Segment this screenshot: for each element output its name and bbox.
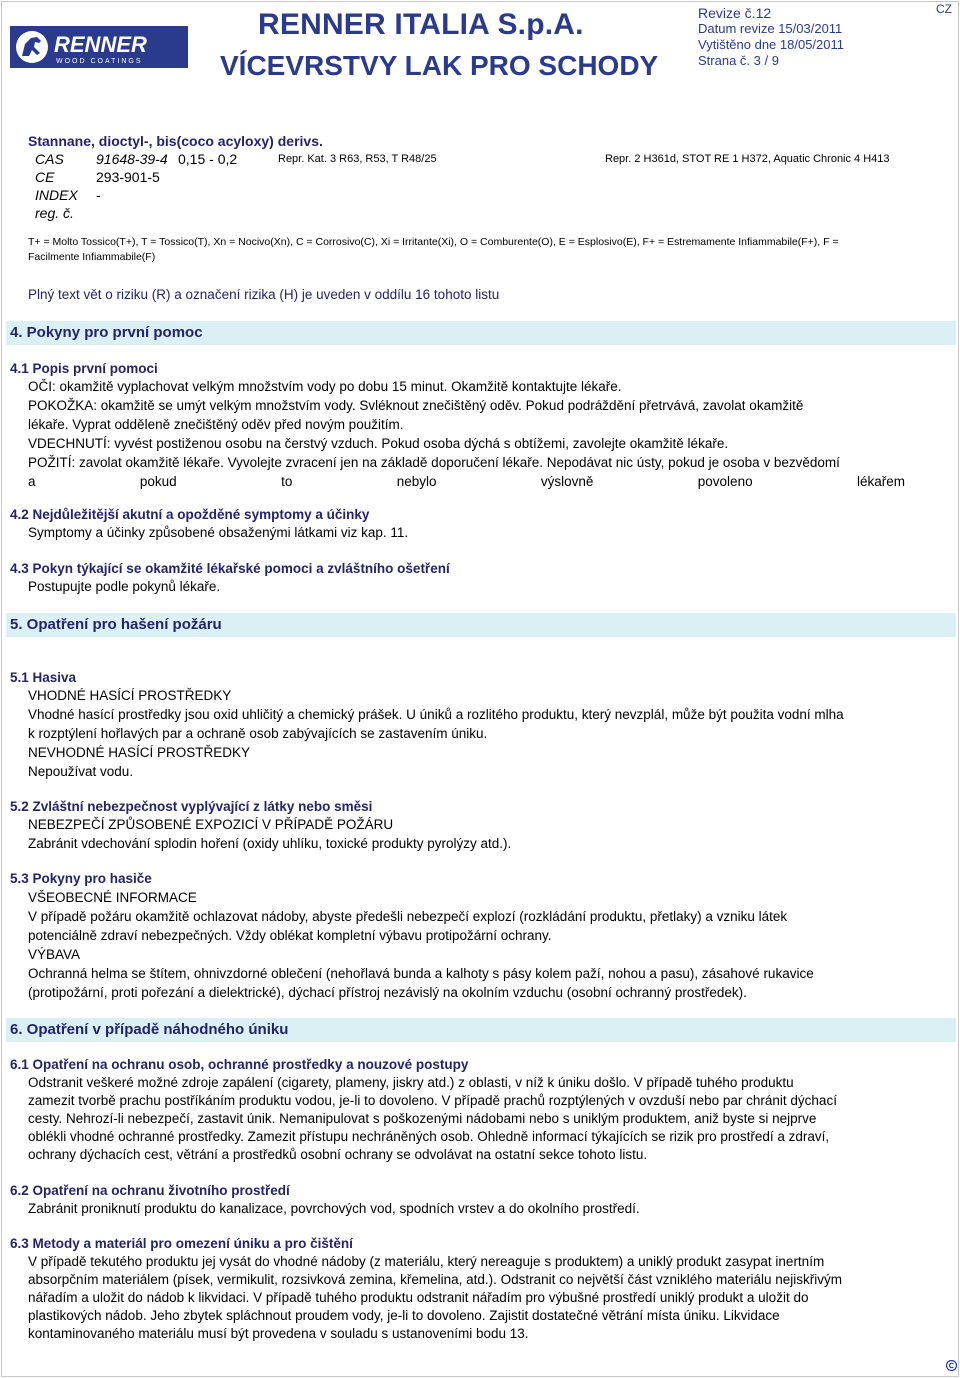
s41-vdechnuti: VDECHNUTÍ: vyvést postiženou osobu na čerstvý vzduch. Pokud osoba dýchá s obtížemi, zavolejte okamžitě lékaře. [28, 436, 729, 451]
s53-text-2a: Ochranná helma se štítem, ohnivzdorné oblečení (nehořlavá bunda a kalhoty s pásy kolem paží, nohou a pasu), zásahové rukavice [28, 966, 814, 981]
s61-line-4: oblékli vhodné ochranné prostředky. Zamezit přístupu nechráněných osob. Ohledně informací týkajících se rizik pro prostředí a zdraví, [28, 1129, 830, 1144]
s42-title: 4.2 Nejdůležitější akutní a opožděné symptomy a účinky [10, 507, 370, 522]
print-date: Vytištěno dne 18/05/2011 [698, 37, 845, 52]
s61-line-3: cesty. Nehrozí-li nebezpečí, zastavit únik. Nemanipulovat s poškozenými nádobami nebo s uniklým produktem, aniž byste si nejprve [28, 1111, 817, 1126]
s51-heading-2: NEVHODNÉ HASÍCÍ PROSTŘEDKY [28, 745, 251, 760]
s43-text: Postupujte podle pokynů lékaře. [28, 579, 221, 594]
s53-heading-2: VÝBAVA [28, 947, 81, 962]
s61-line-5: ochrany dýchacích cest, větrání a prostředků osobní ochrany se odvolávat na ostatní sekce tohoto listu. [28, 1147, 648, 1162]
s63-line-5: kontaminovaného materiálu musí být provedena v souladu s ustanoveními bodu 13. [28, 1326, 529, 1341]
classification-new: Repr. 2 H361d, STOT RE 1 H372, Aquatic Chronic 4 H413 [605, 153, 890, 165]
section-4-header [6, 321, 956, 345]
s53-text-2b: (protipožární, proti pořezání a dielektrické), dýchací přístroj nezávislý na okolním vzduchu (osobní ochranný prostředek). [28, 985, 747, 1000]
classification-old: Repr. Kat. 3 R63, R53, T R48/25 [278, 153, 437, 165]
legend-line-1: T+ = Molto Tossico(T+), T = Tossico(T), Xn = Nocivo(Xn), C = Corrosivo(C), Xi = Irritante(Xi), O = Comburente(O), E = Esplosivo(E), F+ = Estremamente Infiammabile(F+), F = [28, 236, 839, 248]
section-5-header [6, 613, 956, 637]
s61-line-1: Odstranit veškeré možné zdroje zapálení (cigarety, plameny, jiskry atd.) z oblasti, v níž k úniku došlo. V případě tuhého produktu [28, 1075, 794, 1090]
revision-block [698, 5, 844, 69]
revision-number: Revize č.12 [698, 5, 772, 21]
legend-line-2: Facilmente Infiammabile(F) [28, 251, 156, 263]
section-4-title: 4. Pokyny pro první pomoc [10, 324, 203, 341]
s53-title: 5.3 Pokyny pro hasiče [10, 871, 152, 886]
word: nebylo [396, 474, 437, 489]
ce-label: CE [35, 169, 55, 185]
s41-text [28, 377, 905, 491]
svg-text:RENNER: RENNER [54, 32, 147, 57]
s53-text-1a: V případě požáru okamžitě ochlazovat nádoby, abyste předešli nebezpečí explozí (rozkládání produktu, přetlaky) a vzniku látek [28, 909, 788, 924]
copyright-icon [946, 1360, 957, 1371]
ce-value: 293-901-5 [96, 169, 160, 185]
language-code: CZ [936, 2, 952, 16]
s52-title: 5.2 Zvláštní nebezpečnost vyplývající z látky nebo směsi [10, 799, 373, 814]
s51-title: 5.1 Hasiva [10, 670, 77, 685]
s63-line-4: plastikových nádob. Jeho zbytek spláchnout proudem vody, je-li to dovoleno. Zajistit dostatečné větrání místa úniku. Likvidace [28, 1308, 780, 1323]
index-value: - [96, 187, 101, 203]
s63-title: 6.3 Metody a materiál pro omezení úniku a pro čištění [10, 1236, 353, 1251]
word: to [281, 474, 293, 489]
s61-line-2: zamezit tvorbě prachu postříkáním produktu vodou, je-li to dovoleno. V případě prachů rozptýlených v ovzduší nebo par chránit dýchací [28, 1093, 837, 1108]
s61-title: 6.1 Opatření na ochranu osob, ochranné prostředky a nouzové postupy [10, 1057, 469, 1072]
s63-line-3: nářadím a uložit do nádob k likvidaci. V případě tuhého produktu odstranit nářadím pro výbušné prostředí uniklý produkt a uložit do [28, 1290, 809, 1305]
index-label: INDEX [35, 187, 78, 203]
s51-text-1a: Vhodné hasící prostředky jsou oxid uhličitý a chemický prášek. U úniků a rozlitého produktu, který nevzplál, může být použita vodní mlha [28, 707, 844, 722]
page-number: Strana č. 3 / 9 [698, 53, 779, 68]
s62-text: Zabránit proniknutí produktu do kanalizace, povrchových vod, spodních vrstev a do okolního prostředí. [28, 1201, 640, 1216]
word: a [28, 474, 36, 489]
word: povoleno [697, 474, 753, 489]
s53-heading-1: VŠEOBECNÉ INFORMACE [28, 890, 197, 905]
section-6-title: 6. Opatření v případě náhodného úniku [10, 1021, 289, 1038]
renner-logo [10, 26, 188, 68]
document-header [0, 0, 960, 80]
word: výslovně [540, 474, 594, 489]
section-5-title: 5. Opatření pro hašení požáru [10, 616, 222, 633]
s41-pokozka-1: POKOŽKA: okamžitě se umýt velkým množstvím vody. Svléknout znečištěný oděv. Pokud podráždění přetrvává, zavolat okamžitě [28, 398, 804, 413]
s63-line-2: absorpčním materiálem (písek, vermikulit, rozsivková zemina, křemelina, atd.). Odstranit co největší část vzniklého materiálu nejiskřivým [28, 1272, 843, 1287]
s41-poziti-2 [28, 472, 905, 491]
s41-oci: OČI: okamžitě vyplachovat velkým množstvím vody po dobu 15 minut. Okamžitě kontaktujte lékaře. [28, 379, 622, 394]
s42-text: Symptomy a účinky způsobené obsaženými látkami viz kap. 11. [28, 525, 409, 540]
company-name: RENNER ITALIA S.p.A. [258, 8, 584, 41]
reg-label: reg. č. [35, 205, 74, 221]
s51-text-2: Nepoužívat vodu. [28, 764, 134, 779]
s41-pokozka-2: lékaře. Vyprat odděleně znečištěný oděv před novým použitím. [28, 417, 404, 432]
word: pokud [139, 474, 177, 489]
s52-heading-1: NEBEZPEČÍ ZPŮSOBENÉ EXPOZICÍ V PŘÍPADĚ POŽÁRU [28, 817, 394, 832]
product-title: VÍCEVRSTVY LAK PRO SCHODY [220, 50, 659, 81]
concentration: 0,15 - 0,2 [178, 151, 238, 167]
word: lékařem [856, 474, 905, 489]
substance-name: Stannane, dioctyl-, bis(coco acyloxy) derivs. [28, 133, 323, 149]
s62-title: 6.2 Opatření na ochranu životního prostředí [10, 1183, 290, 1198]
cas-label: CAS [35, 151, 64, 167]
cas-value: 91648-39-4 [96, 151, 168, 167]
section-6-header [6, 1018, 956, 1042]
s51-text-1b: k rozptýlení hořlavých par a ochraně osob zabývajících se zastavením úniku. [28, 726, 488, 741]
svg-text:WOOD COATINGS: WOOD COATINGS [56, 58, 143, 65]
s41-poziti-1: POŽITÍ: zavolat okamžitě lékaře. Vyvolejte zvracení jen na základě doporučení lékaře. Nepodávat nic ústy, pokud je osoba v bezvědomí [28, 455, 840, 470]
s41-title: 4.1 Popis první pomoci [10, 361, 158, 376]
revision-date: Datum revize 15/03/2011 [698, 21, 843, 36]
s51-heading-1: VHODNÉ HASÍCÍ PROSTŘEDKY [28, 688, 232, 703]
note-full-text: Plný text vět o riziku (R) a označení rizika (H) je uveden v oddílu 16 tohoto listu [28, 287, 500, 302]
s53-text-1b: potenciálně zdraví nebezpečných. Vždy oblékat kompletní výbavu protipožární ochrany. [28, 928, 552, 943]
s63-line-1: V případě tekutého produktu jej vysát do vhodné nádoby (z materiálu, který nereaguje s produktem) a uniklý produkt zasypat inertním [28, 1254, 825, 1269]
s43-title: 4.3 Pokyn týkající se okamžité lékařské pomoci a zvláštního ošetření [10, 561, 450, 576]
s52-text-1: Zabránit vdechování splodin hoření (oxidy uhlíku, toxické produkty pyrolýzy atd.). [28, 836, 512, 851]
